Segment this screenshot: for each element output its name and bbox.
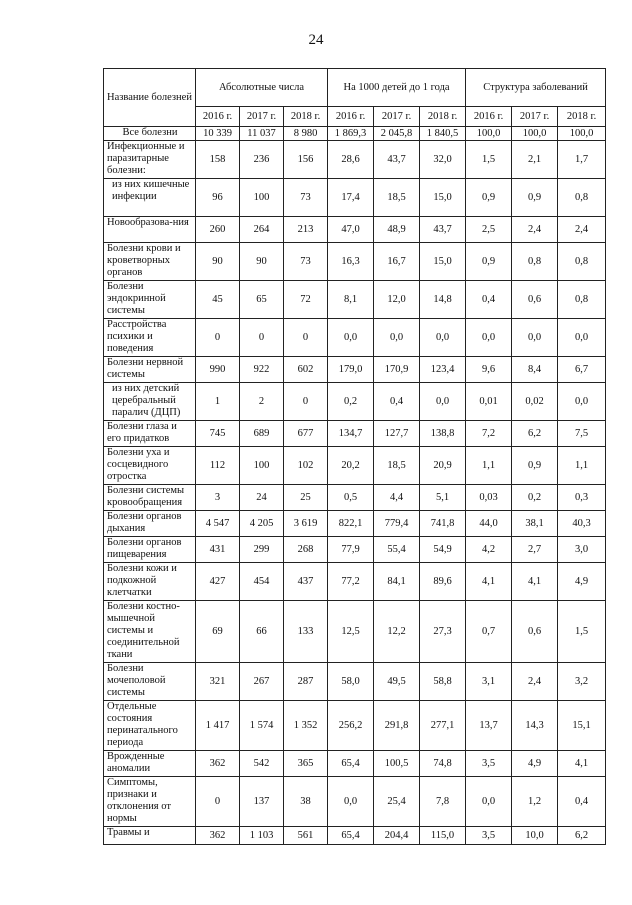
value-cell: 18,5 xyxy=(374,447,420,485)
value-cell: 0,7 xyxy=(466,601,512,663)
value-cell: 287 xyxy=(284,663,328,701)
table-row xyxy=(104,383,606,421)
value-cell: 4,1 xyxy=(466,563,512,601)
value-cell: 5,1 xyxy=(420,485,466,511)
value-cell: 40,3 xyxy=(558,511,606,537)
value-cell: 100,0 xyxy=(466,127,512,141)
value-cell: 4 205 xyxy=(240,511,284,537)
value-cell: 542 xyxy=(240,751,284,777)
value-cell: 127,7 xyxy=(374,421,420,447)
table-row xyxy=(104,179,606,217)
header-structure: Структура заболеваний xyxy=(466,69,606,107)
value-cell: 365 xyxy=(284,751,328,777)
disease-name-cell: из них кишечные инфекции xyxy=(104,179,196,217)
value-cell: 0,0 xyxy=(558,319,606,357)
value-cell: 0,0 xyxy=(466,319,512,357)
value-cell: 1 840,5 xyxy=(420,127,466,141)
table-row xyxy=(104,281,606,319)
header-per-1000: На 1000 детей до 1 года xyxy=(328,69,466,107)
table-row xyxy=(104,663,606,701)
value-cell: 1,7 xyxy=(558,141,606,179)
table-row xyxy=(104,827,606,845)
table-row xyxy=(104,447,606,485)
value-cell: 3,1 xyxy=(466,663,512,701)
value-cell: 321 xyxy=(196,663,240,701)
value-cell: 0 xyxy=(240,319,284,357)
value-cell: 115,0 xyxy=(420,827,466,845)
value-cell: 96 xyxy=(196,179,240,217)
value-cell: 84,1 xyxy=(374,563,420,601)
value-cell: 55,4 xyxy=(374,537,420,563)
value-cell: 20,2 xyxy=(328,447,374,485)
value-cell: 38 xyxy=(284,777,328,827)
disease-name-cell: из них детский церебральный паралич (ДЦП) xyxy=(104,383,196,421)
value-cell: 112 xyxy=(196,447,240,485)
value-cell: 100,0 xyxy=(558,127,606,141)
value-cell: 0,01 xyxy=(466,383,512,421)
value-cell: 236 xyxy=(240,141,284,179)
value-cell: 3 xyxy=(196,485,240,511)
table-row xyxy=(104,243,606,281)
table-row xyxy=(104,141,606,179)
value-cell: 179,0 xyxy=(328,357,374,383)
value-cell: 38,1 xyxy=(512,511,558,537)
header-year: 2018 г. xyxy=(284,107,328,127)
value-cell: 2,4 xyxy=(512,663,558,701)
value-cell: 2,1 xyxy=(512,141,558,179)
header-year: 2016 г. xyxy=(466,107,512,127)
value-cell: 431 xyxy=(196,537,240,563)
page-number: 24 xyxy=(308,32,324,48)
header-year: 2018 г. xyxy=(420,107,466,127)
value-cell: 27,3 xyxy=(420,601,466,663)
disease-name-cell: Новообразова-ния xyxy=(104,217,196,243)
disease-name-cell: Расстройства психики и поведения xyxy=(104,319,196,357)
header-year: 2016 г. xyxy=(196,107,240,127)
value-cell: 0,4 xyxy=(466,281,512,319)
value-cell: 0,2 xyxy=(512,485,558,511)
value-cell: 133 xyxy=(284,601,328,663)
value-cell: 49,5 xyxy=(374,663,420,701)
value-cell: 72 xyxy=(284,281,328,319)
value-cell: 102 xyxy=(284,447,328,485)
value-cell: 25 xyxy=(284,485,328,511)
value-cell: 0 xyxy=(284,383,328,421)
disease-statistics-table xyxy=(103,68,606,845)
value-cell: 0,0 xyxy=(328,777,374,827)
value-cell: 12,5 xyxy=(328,601,374,663)
value-cell: 7,2 xyxy=(466,421,512,447)
value-cell: 1 869,3 xyxy=(328,127,374,141)
value-cell: 362 xyxy=(196,827,240,845)
value-cell: 264 xyxy=(240,217,284,243)
disease-name-cell: Болезни эндокринной системы xyxy=(104,281,196,319)
value-cell: 77,9 xyxy=(328,537,374,563)
value-cell: 58,0 xyxy=(328,663,374,701)
value-cell: 1 xyxy=(196,383,240,421)
value-cell: 1,1 xyxy=(466,447,512,485)
value-cell: 1,5 xyxy=(466,141,512,179)
value-cell: 8,4 xyxy=(512,357,558,383)
value-cell: 100 xyxy=(240,179,284,217)
value-cell: 74,8 xyxy=(420,751,466,777)
disease-name-cell: Отдельные состояния перинатального периода xyxy=(104,701,196,751)
value-cell: 677 xyxy=(284,421,328,447)
value-cell: 25,4 xyxy=(374,777,420,827)
value-cell: 89,6 xyxy=(420,563,466,601)
value-cell: 158 xyxy=(196,141,240,179)
value-cell: 28,6 xyxy=(328,141,374,179)
value-cell: 427 xyxy=(196,563,240,601)
value-cell: 3,5 xyxy=(466,751,512,777)
value-cell: 4,1 xyxy=(512,563,558,601)
value-cell: 2,4 xyxy=(512,217,558,243)
value-cell: 4 547 xyxy=(196,511,240,537)
value-cell: 602 xyxy=(284,357,328,383)
table-row xyxy=(104,127,606,141)
disease-name-cell: Болезни костно-мышечной системы и соединительной ткани xyxy=(104,601,196,663)
value-cell: 741,8 xyxy=(420,511,466,537)
value-cell: 1,5 xyxy=(558,601,606,663)
value-cell: 0 xyxy=(196,319,240,357)
header-year: 2017 г. xyxy=(512,107,558,127)
value-cell: 0,0 xyxy=(328,319,374,357)
value-cell: 170,9 xyxy=(374,357,420,383)
table-row xyxy=(104,319,606,357)
value-cell: 43,7 xyxy=(420,217,466,243)
value-cell: 90 xyxy=(196,243,240,281)
value-cell: 9,6 xyxy=(466,357,512,383)
value-cell: 362 xyxy=(196,751,240,777)
value-cell: 4,9 xyxy=(512,751,558,777)
value-cell: 267 xyxy=(240,663,284,701)
value-cell: 44,0 xyxy=(466,511,512,537)
value-cell: 4,4 xyxy=(374,485,420,511)
value-cell: 0,4 xyxy=(558,777,606,827)
disease-name-cell: Симптомы, признаки и отклонения от нормы xyxy=(104,777,196,827)
value-cell: 69 xyxy=(196,601,240,663)
value-cell: 10 339 xyxy=(196,127,240,141)
value-cell: 12,2 xyxy=(374,601,420,663)
value-cell: 0,8 xyxy=(558,179,606,217)
value-cell: 66 xyxy=(240,601,284,663)
value-cell: 3,0 xyxy=(558,537,606,563)
value-cell: 2,5 xyxy=(466,217,512,243)
value-cell: 77,2 xyxy=(328,563,374,601)
value-cell: 260 xyxy=(196,217,240,243)
value-cell: 3,5 xyxy=(466,827,512,845)
value-cell: 0 xyxy=(196,777,240,827)
header-year: 2017 г. xyxy=(240,107,284,127)
value-cell: 0 xyxy=(284,319,328,357)
value-cell: 1 352 xyxy=(284,701,328,751)
value-cell: 8,1 xyxy=(328,281,374,319)
value-cell: 156 xyxy=(284,141,328,179)
value-cell: 73 xyxy=(284,179,328,217)
value-cell: 134,7 xyxy=(328,421,374,447)
value-cell: 16,3 xyxy=(328,243,374,281)
value-cell: 6,2 xyxy=(558,827,606,845)
table-row xyxy=(104,601,606,663)
value-cell: 90 xyxy=(240,243,284,281)
value-cell: 138,8 xyxy=(420,421,466,447)
value-cell: 2,7 xyxy=(512,537,558,563)
value-cell: 6,2 xyxy=(512,421,558,447)
value-cell: 268 xyxy=(284,537,328,563)
value-cell: 204,4 xyxy=(374,827,420,845)
value-cell: 2 xyxy=(240,383,284,421)
value-cell: 48,9 xyxy=(374,217,420,243)
value-cell: 1 417 xyxy=(196,701,240,751)
header-absolute-numbers: Абсолютные числа xyxy=(196,69,328,107)
table-row xyxy=(104,485,606,511)
disease-name-cell: Болезни органов пищеварения xyxy=(104,537,196,563)
value-cell: 4,1 xyxy=(558,751,606,777)
disease-name-cell: Все болезни xyxy=(104,127,196,141)
value-cell: 100,5 xyxy=(374,751,420,777)
table-row xyxy=(104,751,606,777)
value-cell: 16,7 xyxy=(374,243,420,281)
table-row xyxy=(104,537,606,563)
value-cell: 0,0 xyxy=(512,319,558,357)
value-cell: 58,8 xyxy=(420,663,466,701)
header-year: 2016 г. xyxy=(328,107,374,127)
value-cell: 0,03 xyxy=(466,485,512,511)
value-cell: 0,0 xyxy=(374,319,420,357)
value-cell: 7,5 xyxy=(558,421,606,447)
value-cell: 0,0 xyxy=(420,319,466,357)
value-cell: 0,6 xyxy=(512,601,558,663)
value-cell: 32,0 xyxy=(420,141,466,179)
value-cell: 689 xyxy=(240,421,284,447)
value-cell: 2,4 xyxy=(558,217,606,243)
value-cell: 0,9 xyxy=(466,243,512,281)
value-cell: 65,4 xyxy=(328,827,374,845)
value-cell: 0,5 xyxy=(328,485,374,511)
value-cell: 54,9 xyxy=(420,537,466,563)
value-cell: 213 xyxy=(284,217,328,243)
value-cell: 2 045,8 xyxy=(374,127,420,141)
disease-name-cell: Инфекционные и паразитарные болезни: xyxy=(104,141,196,179)
value-cell: 20,9 xyxy=(420,447,466,485)
value-cell: 17,4 xyxy=(328,179,374,217)
disease-name-cell: Болезни кожи и подкожной клетчатки xyxy=(104,563,196,601)
value-cell: 24 xyxy=(240,485,284,511)
value-cell: 291,8 xyxy=(374,701,420,751)
table-row xyxy=(104,217,606,243)
value-cell: 3 619 xyxy=(284,511,328,537)
value-cell: 6,7 xyxy=(558,357,606,383)
table-row xyxy=(104,701,606,751)
value-cell: 18,5 xyxy=(374,179,420,217)
disease-name-cell: Болезни органов дыхания xyxy=(104,511,196,537)
value-cell: 47,0 xyxy=(328,217,374,243)
value-cell: 73 xyxy=(284,243,328,281)
value-cell: 100,0 xyxy=(512,127,558,141)
value-cell: 822,1 xyxy=(328,511,374,537)
table-row xyxy=(104,421,606,447)
value-cell: 3,2 xyxy=(558,663,606,701)
value-cell: 0,02 xyxy=(512,383,558,421)
table-row xyxy=(104,563,606,601)
value-cell: 0,0 xyxy=(420,383,466,421)
value-cell: 1 103 xyxy=(240,827,284,845)
value-cell: 65 xyxy=(240,281,284,319)
value-cell: 123,4 xyxy=(420,357,466,383)
value-cell: 0,8 xyxy=(558,281,606,319)
value-cell: 8 980 xyxy=(284,127,328,141)
value-cell: 256,2 xyxy=(328,701,374,751)
value-cell: 561 xyxy=(284,827,328,845)
value-cell: 10,0 xyxy=(512,827,558,845)
value-cell: 45 xyxy=(196,281,240,319)
value-cell: 15,0 xyxy=(420,243,466,281)
value-cell: 1,1 xyxy=(558,447,606,485)
disease-name-cell: Болезни глаза и его придатков xyxy=(104,421,196,447)
value-cell: 0,0 xyxy=(466,777,512,827)
value-cell: 0,2 xyxy=(328,383,374,421)
table-row xyxy=(104,357,606,383)
disease-name-cell: Врожденные аномалии xyxy=(104,751,196,777)
value-cell: 12,0 xyxy=(374,281,420,319)
value-cell: 745 xyxy=(196,421,240,447)
value-cell: 0,8 xyxy=(512,243,558,281)
value-cell: 15,0 xyxy=(420,179,466,217)
header-year: 2018 г. xyxy=(558,107,606,127)
value-cell: 100 xyxy=(240,447,284,485)
value-cell: 14,8 xyxy=(420,281,466,319)
value-cell: 4,2 xyxy=(466,537,512,563)
value-cell: 0,9 xyxy=(512,447,558,485)
disease-name-cell: Болезни мочеполовой системы xyxy=(104,663,196,701)
disease-name-cell: Болезни нервной системы xyxy=(104,357,196,383)
disease-name-cell: Травмы и xyxy=(104,827,196,845)
disease-name-cell: Болезни крови и кроветворных органов xyxy=(104,243,196,281)
value-cell: 65,4 xyxy=(328,751,374,777)
value-cell: 779,4 xyxy=(374,511,420,537)
value-cell: 0,9 xyxy=(466,179,512,217)
value-cell: 137 xyxy=(240,777,284,827)
value-cell: 1 574 xyxy=(240,701,284,751)
value-cell: 1,2 xyxy=(512,777,558,827)
value-cell: 990 xyxy=(196,357,240,383)
value-cell: 277,1 xyxy=(420,701,466,751)
table-row xyxy=(104,777,606,827)
header-disease-name: Название болезней xyxy=(104,69,196,127)
value-cell: 0,6 xyxy=(512,281,558,319)
value-cell: 11 037 xyxy=(240,127,284,141)
value-cell: 43,7 xyxy=(374,141,420,179)
value-cell: 4,9 xyxy=(558,563,606,601)
value-cell: 437 xyxy=(284,563,328,601)
value-cell: 13,7 xyxy=(466,701,512,751)
value-cell: 299 xyxy=(240,537,284,563)
disease-name-cell: Болезни системы кровообращения xyxy=(104,485,196,511)
value-cell: 14,3 xyxy=(512,701,558,751)
value-cell: 454 xyxy=(240,563,284,601)
value-cell: 0,0 xyxy=(558,383,606,421)
value-cell: 0,8 xyxy=(558,243,606,281)
value-cell: 15,1 xyxy=(558,701,606,751)
table-row xyxy=(104,511,606,537)
value-cell: 7,8 xyxy=(420,777,466,827)
value-cell: 922 xyxy=(240,357,284,383)
disease-name-cell: Болезни уха и сосцевидного отростка xyxy=(104,447,196,485)
value-cell: 0,4 xyxy=(374,383,420,421)
header-year: 2017 г. xyxy=(374,107,420,127)
value-cell: 0,9 xyxy=(512,179,558,217)
value-cell: 0,3 xyxy=(558,485,606,511)
